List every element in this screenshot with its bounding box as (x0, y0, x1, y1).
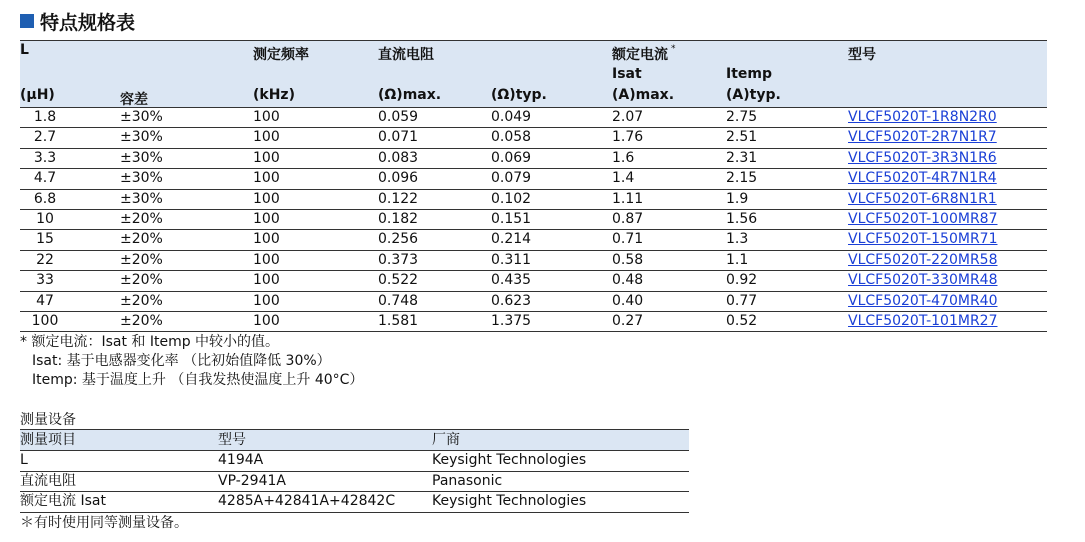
cell-l: 1.8 (33, 109, 57, 125)
cell-itemp: 0.52 (726, 312, 758, 329)
table-row (20, 492, 689, 513)
equipment-maker: Keysight Technologies (432, 493, 587, 509)
part-number-link[interactable]: VLCF5020T-101MR27 (848, 312, 998, 329)
header-freq-unit: (kHz) (253, 87, 295, 103)
cell-itemp: 1.9 (726, 190, 749, 207)
header-rated-current (612, 44, 676, 64)
cell-rmax: 0.256 (378, 231, 419, 248)
spec-table-body (20, 108, 1047, 332)
equipment-maker: Panasonic (432, 472, 503, 489)
header-isat: Isat (612, 66, 642, 82)
cell-f: 100 (253, 231, 280, 248)
equipment-title: 测量设备 (20, 412, 76, 428)
part-number-link[interactable]: VLCF5020T-100MR87 (848, 210, 998, 227)
table-row (20, 251, 1047, 271)
cell-f: 100 (253, 312, 280, 329)
cell-tol: ±20% (120, 312, 163, 329)
cell-tol: ±30% (120, 190, 163, 207)
table-row (20, 292, 1047, 312)
header-part-number: 型号 (848, 47, 876, 63)
cell-rtyp: 0.102 (491, 190, 532, 207)
cell-itemp: 2.15 (726, 170, 758, 187)
cell-f: 100 (253, 190, 280, 207)
table-row (20, 312, 1047, 332)
header-itemp: Itemp (726, 66, 773, 82)
equipment-table (20, 429, 689, 513)
cell-rmax: 0.096 (378, 170, 419, 187)
cell-rmax: 0.122 (378, 190, 419, 207)
cell-rmax: 0.083 (378, 149, 419, 166)
table-row (20, 190, 1047, 210)
equipment-model: 4285A+42841A+42842C (218, 493, 396, 509)
equipment-maker: Keysight Technologies (432, 452, 587, 468)
cell-l: 3.3 (33, 149, 57, 166)
note-line: Isat: 基于电感器变化率 （比初始值降低 30%） (32, 353, 331, 369)
equipment-model: VP-2941A (218, 472, 286, 489)
part-number-link[interactable]: VLCF5020T-3R3N1R6 (848, 149, 997, 166)
part-number-link[interactable]: VLCF5020T-6R8N1R1 (848, 190, 997, 207)
equipment-note: ＊有时使用同等测量设备。 (20, 515, 188, 531)
cell-itemp: 1.3 (726, 231, 749, 248)
cell-rtyp: 0.214 (491, 231, 532, 248)
cell-isat: 1.76 (612, 129, 644, 146)
cell-tol: ±30% (120, 149, 163, 166)
cell-f: 100 (253, 292, 280, 309)
note-line: Itemp: 基于温度上升 （自我发热使温度上升 40°C） (32, 372, 364, 388)
table-row (20, 230, 1047, 250)
cell-f: 100 (253, 149, 280, 166)
cell-isat: 0.87 (612, 210, 644, 227)
header-rated-mark: * (671, 44, 676, 54)
cell-tol: ±30% (120, 129, 163, 146)
cell-l: 2.7 (33, 129, 57, 146)
cell-rmax: 0.373 (378, 251, 419, 268)
cell-l: 22 (36, 251, 54, 268)
cell-l: 6.8 (33, 190, 57, 207)
cell-isat: 0.40 (612, 292, 644, 309)
table-row (20, 149, 1047, 169)
cell-tol: ±20% (120, 251, 163, 268)
spec-notes (20, 333, 363, 390)
table-row (20, 271, 1047, 291)
cell-itemp: 0.92 (726, 272, 758, 289)
cell-f: 100 (253, 210, 280, 227)
header-dcr-typ: (Ω)typ. (491, 87, 547, 103)
cell-rmax: 0.059 (378, 109, 419, 125)
cell-rtyp: 0.623 (491, 292, 532, 309)
table-row (20, 128, 1047, 148)
header-dcr-max: (Ω)max. (378, 87, 442, 103)
cell-rtyp: 0.058 (491, 129, 532, 146)
cell-f: 100 (253, 272, 280, 289)
cell-l: 4.7 (33, 170, 57, 187)
cell-rtyp: 0.079 (491, 170, 532, 187)
part-number-link[interactable]: VLCF5020T-470MR40 (848, 292, 998, 309)
cell-tol: ±30% (120, 170, 163, 187)
table-row (20, 108, 1047, 128)
cell-l: 100 (31, 312, 59, 329)
header-l: L (20, 42, 29, 58)
header-l-unit: (μH) (20, 87, 55, 103)
table-row (20, 210, 1047, 230)
cell-rmax: 0.071 (378, 129, 419, 146)
equipment-item: 额定电流 Isat (20, 493, 106, 509)
part-number-link[interactable]: VLCF5020T-2R7N1R7 (848, 129, 997, 146)
section-title-text: 特点规格表 (40, 11, 136, 34)
cell-f: 100 (253, 129, 280, 146)
cell-itemp: 2.75 (726, 109, 758, 125)
cell-l: 33 (36, 272, 54, 289)
cell-rmax: 0.182 (378, 210, 419, 227)
part-number-link[interactable]: VLCF5020T-330MR48 (848, 272, 998, 289)
cell-isat: 0.58 (612, 251, 644, 268)
cell-f: 100 (253, 170, 280, 187)
cell-isat: 0.71 (612, 231, 644, 248)
cell-rtyp: 0.069 (491, 149, 532, 166)
spec-table (20, 40, 1047, 332)
cell-itemp: 0.77 (726, 292, 758, 309)
cell-tol: ±20% (120, 292, 163, 309)
table-row (20, 169, 1047, 189)
equipment-item: 直流电阻 (20, 472, 76, 489)
equipment-header-item: 测量项目 (20, 432, 76, 448)
cell-isat: 0.27 (612, 312, 644, 329)
cell-itemp: 1.56 (726, 210, 758, 227)
cell-itemp: 1.1 (726, 251, 749, 268)
title-square-icon (20, 14, 34, 28)
cell-rtyp: 0.049 (491, 109, 532, 125)
cell-l: 47 (36, 292, 54, 309)
cell-f: 100 (253, 251, 280, 268)
cell-tol: ±20% (120, 210, 163, 227)
header-itemp-unit: (A)typ. (726, 87, 781, 103)
cell-itemp: 2.31 (726, 149, 758, 166)
cell-rmax: 0.522 (378, 272, 419, 289)
note-line: * 额定电流：Isat 和 Itemp 中较小的值。 (20, 334, 280, 350)
cell-isat: 1.11 (612, 190, 644, 207)
cell-l: 10 (36, 210, 54, 227)
part-number-link[interactable]: VLCF5020T-150MR71 (848, 231, 998, 248)
table-row (20, 472, 689, 493)
section-title (20, 8, 135, 34)
cell-rmax: 0.748 (378, 292, 419, 309)
cell-rmax: 1.581 (378, 312, 419, 329)
cell-rtyp: 0.151 (491, 210, 532, 227)
equipment-header-model: 型号 (218, 432, 246, 448)
part-number-link[interactable]: VLCF5020T-220MR58 (848, 251, 998, 268)
header-rated-text: 额定电流 (612, 47, 668, 63)
cell-isat: 2.07 (612, 109, 644, 125)
cell-itemp: 2.51 (726, 129, 758, 146)
equipment-table-header (20, 429, 689, 451)
equipment-table-body (20, 451, 689, 513)
cell-isat: 0.48 (612, 272, 644, 289)
cell-f: 100 (253, 109, 280, 125)
cell-tol: ±20% (120, 231, 163, 248)
cell-tol: ±30% (120, 109, 163, 125)
cell-rtyp: 0.311 (491, 251, 532, 268)
header-freq: 测定频率 (253, 47, 309, 63)
part-number-link[interactable]: VLCF5020T-4R7N1R4 (848, 170, 997, 187)
spec-table-header (20, 40, 1047, 108)
cell-l: 15 (36, 231, 54, 248)
cell-isat: 1.6 (612, 149, 635, 166)
equipment-header-maker: 厂商 (432, 432, 460, 448)
header-dcr: 直流电阻 (378, 47, 434, 63)
part-number-link[interactable]: VLCF5020T-1R8N2R0 (848, 109, 997, 125)
cell-rtyp: 1.375 (491, 312, 532, 329)
equipment-item: L (20, 452, 28, 468)
header-isat-unit: (A)max. (612, 87, 675, 103)
equipment-model: 4194A (218, 452, 264, 468)
table-row (20, 451, 689, 472)
cell-rtyp: 0.435 (491, 272, 532, 289)
header-tolerance: 容差 (120, 92, 148, 108)
cell-isat: 1.4 (612, 170, 635, 187)
cell-tol: ±20% (120, 272, 163, 289)
